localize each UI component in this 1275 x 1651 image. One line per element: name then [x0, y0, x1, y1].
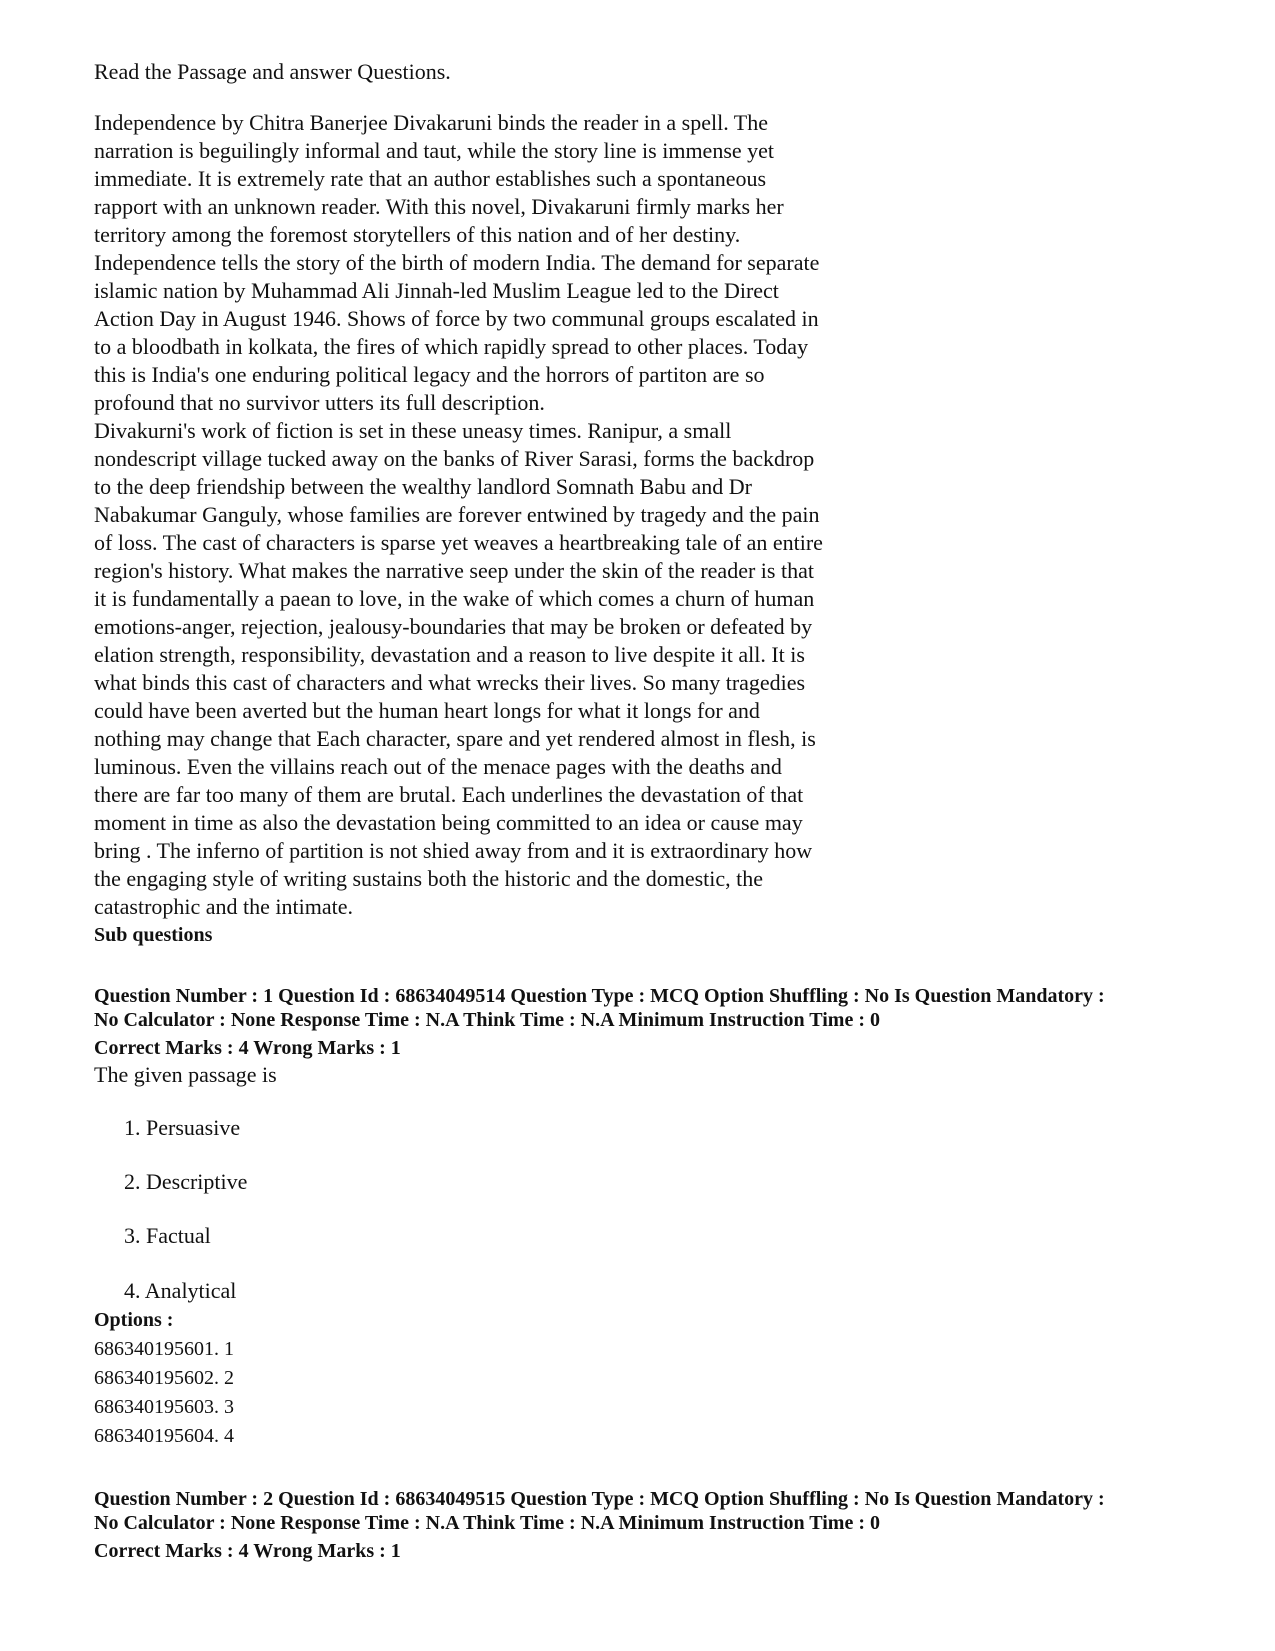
- options-label: Options :: [94, 1309, 174, 1331]
- question-2-marks: Correct Marks : 4 Wrong Marks : 1: [94, 1540, 401, 1562]
- question-1-header-line-1: Question Number : 1 Question Id : 68634049514 Question Type : MCQ Option Shuffling : No Is Question Mandatory :: [94, 985, 1105, 1007]
- passage-line: to the deep friendship between the wealthy landlord Somnath Babu and Dr: [94, 474, 752, 499]
- passage-line: territory among the foremost storytellers of this nation and of her destiny.: [94, 222, 741, 247]
- question-2-header-line-1: Question Number : 2 Question Id : 68634049515 Question Type : MCQ Option Shuffling : No Is Question Mandatory :: [94, 1488, 1105, 1510]
- passage-line: catastrophic and the intimate.: [94, 894, 354, 919]
- passage-line: region's history. What makes the narrative seep under the skin of the reader is that: [94, 558, 814, 583]
- passage-line: luminous. Even the villains reach out of the menace pages with the deaths and: [94, 754, 782, 779]
- passage-line: narration is beguilingly informal and taut, while the story line is immense yet: [94, 138, 775, 163]
- option-row: 686340195602. 2: [94, 1367, 234, 1389]
- passage-line: islamic nation by Muhammad Ali Jinnah-led Muslim League led to the Direct: [94, 278, 779, 303]
- option-row: 686340195604. 4: [94, 1425, 234, 1447]
- passage-line: to a bloodbath in kolkata, the fires of which rapidly spread to other places. Today: [94, 334, 809, 359]
- passage-line: nondescript village tucked away on the banks of River Sarasi, forms the backdrop: [94, 446, 815, 471]
- passage-line: emotions-anger, rejection, jealousy-boundaries that may be broken or defeated by: [94, 614, 813, 639]
- passage-line: nothing may change that Each character, spare and yet rendered almost in flesh, is: [94, 726, 816, 751]
- question-1-stem: The given passage is: [94, 1062, 277, 1087]
- question-1-choice-4: 4. Analytical: [124, 1278, 237, 1303]
- question-1-choice-2: 2. Descriptive: [124, 1169, 248, 1194]
- passage-line: Divakurni's work of fiction is set in these uneasy times. Ranipur, a small: [94, 418, 732, 443]
- option-row: 686340195603. 3: [94, 1396, 234, 1418]
- option-row: 686340195601. 1: [94, 1338, 234, 1360]
- passage-line: could have been averted but the human heart longs for what it longs for and: [94, 698, 760, 723]
- passage-line: of loss. The cast of characters is sparse yet weaves a heartbreaking tale of an entire: [94, 530, 823, 555]
- passage-line: the engaging style of writing sustains both the historic and the domestic, the: [94, 866, 764, 891]
- question-2-header-line-2: No Calculator : None Response Time : N.A Think Time : N.A Minimum Instruction Time : 0: [94, 1512, 880, 1534]
- passage-line: bring . The inferno of partition is not shied away from and it is extraordinary how: [94, 838, 813, 863]
- passage-line: elation strength, responsibility, devastation and a reason to live despite it all. It is: [94, 642, 805, 667]
- question-1-marks: Correct Marks : 4 Wrong Marks : 1: [94, 1037, 401, 1059]
- passage-line: Independence by Chitra Banerjee Divakaruni binds the reader in a spell. The: [94, 110, 769, 135]
- passage-line: there are far too many of them are brutal. Each underlines the devastation of that: [94, 782, 804, 807]
- passage-line: this is India's one enduring political legacy and the horrors of partiton are so: [94, 362, 765, 387]
- passage-line: it is fundamentally a paean to love, in the wake of which comes a churn of human: [94, 586, 815, 611]
- question-1: [94, 984, 1214, 1060]
- reading-passage: [94, 109, 1094, 949]
- question-1-choice-1: 1. Persuasive: [124, 1115, 241, 1140]
- passage-line: what binds this cast of characters and what wrecks their lives. So many tragedies: [94, 670, 806, 695]
- question-1-options: [94, 1306, 234, 1451]
- passage-instruction: Read the Passage and answer Questions.: [94, 59, 451, 84]
- passage-line: Action Day in August 1946. Shows of force by two communal groups escalated in: [94, 306, 819, 331]
- passage-line: immediate. It is extremely rate that an author establishes such a spontaneous: [94, 166, 767, 191]
- passage-line: profound that no survivor utters its full description.: [94, 390, 545, 415]
- sub-questions-label: Sub questions: [94, 924, 213, 946]
- passage-line: moment in time as also the devastation being committed to an idea or cause may: [94, 810, 803, 835]
- question-1-choice-3: 3. Factual: [124, 1223, 211, 1248]
- question-2: [94, 1487, 1214, 1563]
- passage-line: Nabakumar Ganguly, whose families are forever entwined by tragedy and the pain: [94, 502, 820, 527]
- passage-line: rapport with an unknown reader. With this novel, Divakaruni firmly marks her: [94, 194, 784, 219]
- passage-line: Independence tells the story of the birth of modern India. The demand for separate: [94, 250, 820, 275]
- question-1-header-line-2: No Calculator : None Response Time : N.A Think Time : N.A Minimum Instruction Time : 0: [94, 1009, 880, 1031]
